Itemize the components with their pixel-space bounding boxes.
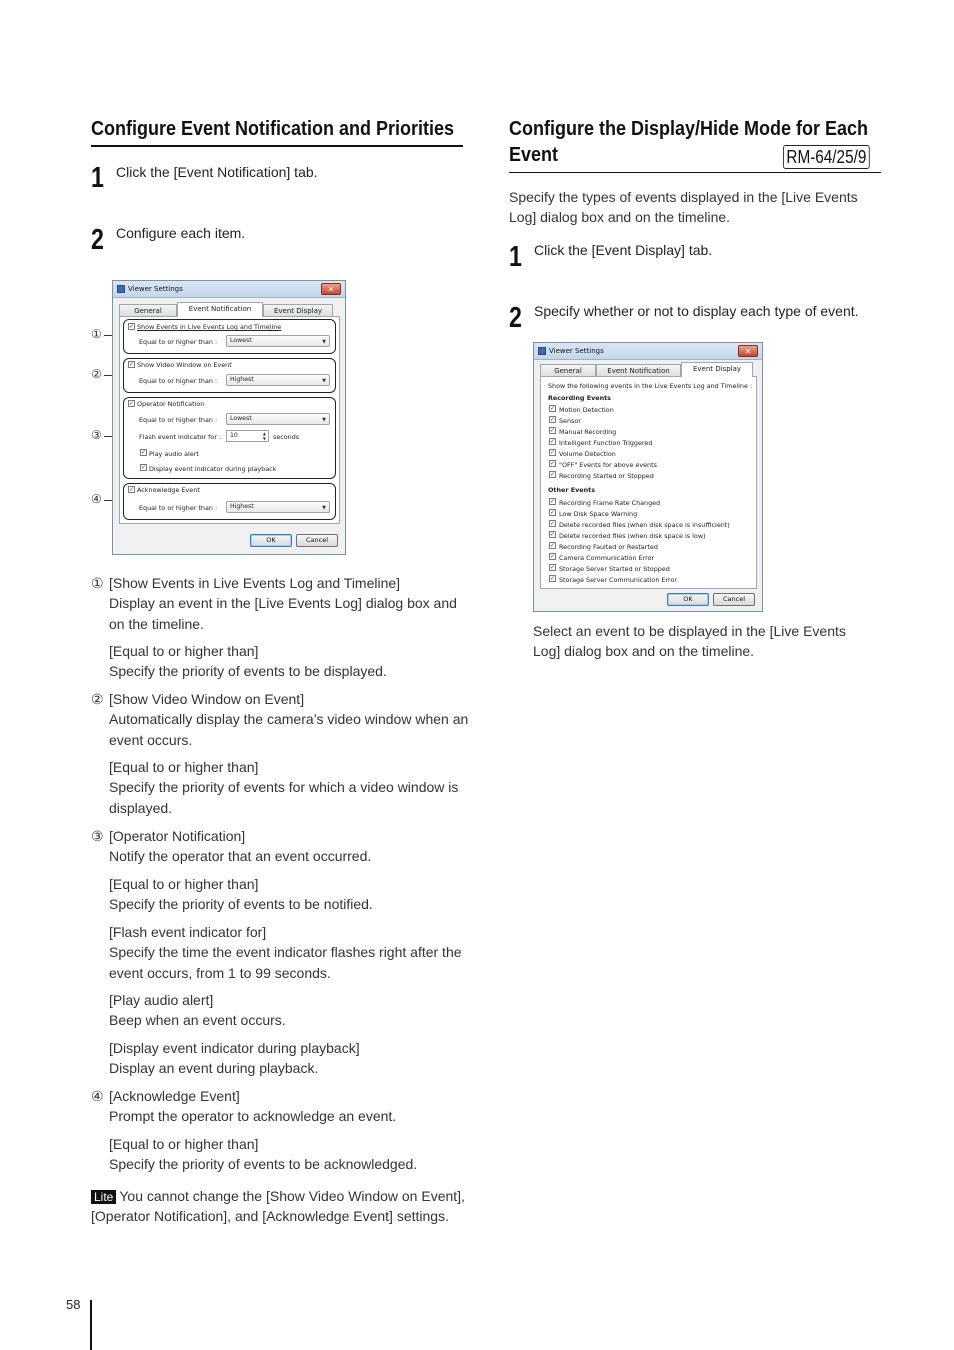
- event-label: Delete recorded files (when disk space is insufficient): [559, 520, 730, 529]
- dialog-titlebar: [113, 281, 345, 298]
- dialog-title: Viewer Settings: [128, 285, 183, 293]
- event-checkbox[interactable]: ✓: [550, 438, 556, 445]
- event-label: Manual Recording: [559, 427, 617, 436]
- model-badge: RM-64/25/9: [783, 145, 870, 169]
- step-text: Specify whether or not to display each type of event.: [534, 303, 859, 319]
- callout-4: ④: [91, 492, 102, 506]
- event-checkbox[interactable]: ✓: [550, 520, 556, 527]
- sub-title: [Equal to or higher than]: [109, 759, 259, 775]
- section-heading-display-hide-line2: Event: [509, 144, 559, 166]
- chevron-down-icon: ▼: [322, 505, 326, 511]
- cancel-button[interactable]: Cancel: [713, 593, 755, 606]
- app-icon: [538, 347, 546, 355]
- sub-item: [109, 757, 469, 818]
- tab-general[interactable]: General: [540, 364, 596, 377]
- step-number: 1: [91, 162, 104, 194]
- play-audio-label: Play audio alert: [149, 450, 199, 458]
- sub-title: [Play audio alert]: [109, 992, 214, 1008]
- sub-title: [Equal to or higher than]: [109, 643, 259, 659]
- event-checkbox[interactable]: ✓: [550, 509, 556, 516]
- sub-item: [109, 641, 469, 682]
- event-label: Storage Server Started or Stopped: [559, 564, 670, 573]
- event-label: Intelligent Function Triggered: [559, 438, 653, 447]
- event-checkbox[interactable]: ✓: [550, 405, 556, 412]
- lite-note: [91, 1186, 466, 1226]
- event-label: Delete recorded files (when disk space is low): [559, 531, 706, 540]
- event-display-intro: Show the following events in the Live Events Log and Timeline :: [548, 382, 753, 390]
- priority-value: Lowest: [230, 415, 252, 422]
- step-text: Configure each item.: [116, 225, 246, 241]
- chevron-down-icon: ▼: [322, 339, 326, 345]
- ok-button[interactable]: OK: [250, 534, 292, 547]
- callout-2: ②: [91, 367, 102, 381]
- event-checkbox[interactable]: ✓: [550, 460, 556, 467]
- sub-desc: Specify the priority of events to be acknowledged.: [109, 1156, 418, 1173]
- checkbox-show-events[interactable]: ✓: [129, 323, 135, 330]
- sub-desc: Display an event during playback.: [109, 1060, 319, 1077]
- sub-title: [Equal to or higher than]: [109, 1136, 259, 1152]
- event-label: Storage Server Communication Error: [559, 575, 678, 584]
- sub-desc: Specify the priority of events to be notified.: [109, 896, 373, 913]
- show-video-window-label: Show Video Window on Event: [137, 361, 232, 369]
- page-number: 58: [66, 1297, 81, 1312]
- item-title: [Acknowledge Event]: [109, 1088, 240, 1104]
- heading-rule: [509, 172, 881, 173]
- list-item: [91, 826, 471, 867]
- sub-item: [109, 874, 469, 915]
- item-desc: Display an event in the [Live Events Log] dialog box and on the timeline.: [109, 595, 457, 632]
- item-desc: Notify the operator that an event occurred.: [109, 848, 372, 865]
- sub-item: [109, 922, 469, 983]
- chevron-down-icon: ▼: [322, 378, 326, 384]
- event-label: Low Disk Space Warning: [559, 509, 638, 518]
- sub-item: [109, 990, 469, 1031]
- viewer-settings-dialog-notification: [112, 280, 346, 555]
- event-checkbox[interactable]: ✓: [550, 449, 556, 456]
- lite-note-text: You cannot change the [Show Video Window on Event], [Operator Notification], and [Acknowledge Event] settings.: [91, 1188, 465, 1224]
- other-events-header: Other Events: [548, 486, 596, 494]
- sub-item: [109, 1134, 469, 1175]
- display-indicator-playback-label: Display event indicator during playback: [149, 465, 277, 473]
- flash-seconds-stepper[interactable]: [226, 430, 269, 442]
- spin-arrows-icon: ▲ ▼: [262, 431, 266, 441]
- app-icon: [117, 285, 125, 293]
- sub-item: [109, 1038, 469, 1079]
- event-checkbox[interactable]: ✓: [550, 427, 556, 434]
- lite-badge: Lite: [91, 1190, 116, 1204]
- event-checkbox[interactable]: ✓: [550, 564, 556, 571]
- step-text: Click the [Event Display] tab.: [534, 242, 713, 258]
- event-label: Recording Frame Rate Changed: [559, 498, 661, 507]
- event-label: Camera Communication Error: [559, 553, 655, 562]
- tab-general[interactable]: General: [119, 304, 177, 317]
- item-title: [Operator Notification]: [109, 828, 246, 844]
- priority-label: Equal to or higher than :: [139, 377, 218, 385]
- sub-desc: Specify the priority of events for which a video window is displayed.: [109, 779, 459, 816]
- step-number: 2: [91, 224, 104, 256]
- sub-title: [Display event indicator during playback]: [109, 1040, 360, 1056]
- event-label: Sensor: [559, 416, 581, 425]
- sub-title: [Equal to or higher than]: [109, 876, 259, 892]
- callout-1: ①: [91, 327, 102, 341]
- operator-notification-label: Operator Notification: [137, 400, 205, 408]
- chevron-down-icon: ▼: [322, 417, 326, 423]
- flash-indicator-label: Flash event indicator for :: [139, 433, 222, 441]
- checkbox-acknowledge-event[interactable]: ✓: [129, 486, 135, 493]
- item-title: [Show Events in Live Events Log and Timeline]: [109, 575, 401, 591]
- cancel-button[interactable]: Cancel: [296, 534, 338, 547]
- sub-desc: Specify the time the event indicator flashes right after the event occurs, from 1 to 99 seconds.: [109, 944, 462, 981]
- close-icon[interactable]: ✕: [738, 345, 758, 357]
- list-item: [91, 1086, 471, 1127]
- dialog-titlebar: [534, 343, 762, 360]
- event-checkbox[interactable]: ✓: [550, 531, 556, 538]
- event-label: Motion Detection: [559, 405, 614, 414]
- event-checkbox[interactable]: ✓: [550, 471, 556, 478]
- checkbox-show-video-window[interactable]: ✓: [129, 361, 135, 368]
- priority-select[interactable]: [226, 413, 330, 425]
- heading-rule: [91, 145, 463, 147]
- flash-seconds-value: 10: [230, 432, 238, 439]
- priority-value: Highest: [230, 376, 254, 383]
- sub-desc: Specify the priority of events to be displayed.: [109, 663, 387, 680]
- dialog-title: Viewer Settings: [549, 347, 604, 355]
- item-desc: Prompt the operator to acknowledge an event.: [109, 1108, 397, 1125]
- event-label: Recording Faulted or Restarted: [559, 542, 658, 551]
- item-marker: ①: [91, 575, 104, 591]
- event-checkbox[interactable]: ✓: [550, 553, 556, 560]
- section-heading-event-notification: Configure Event Notification and Priorities: [91, 118, 455, 140]
- priority-select[interactable]: [226, 335, 330, 347]
- show-events-label: Show Events in Live Events Log and Timeline: [137, 323, 282, 331]
- priority-select[interactable]: [226, 501, 330, 513]
- event-checkbox[interactable]: ✓: [550, 575, 556, 582]
- priority-select[interactable]: [226, 374, 330, 386]
- list-item: [91, 689, 471, 750]
- checkbox-play-audio[interactable]: ✓: [141, 449, 147, 456]
- checkbox-display-indicator-playback[interactable]: ✓: [141, 464, 147, 471]
- item-marker: ③: [91, 828, 104, 844]
- event-label: Recording Started or Stopped: [559, 471, 654, 480]
- priority-label: Equal to or higher than :: [139, 416, 218, 424]
- tab-event-notification[interactable]: Event Notification: [177, 302, 263, 317]
- checkbox-operator-notification[interactable]: ✓: [129, 400, 135, 407]
- viewer-settings-dialog-display: [533, 342, 763, 612]
- event-checkbox[interactable]: ✓: [550, 542, 556, 549]
- section-heading-display-hide: Configure the Display/Hide Mode for Each: [509, 118, 869, 140]
- callout-3: ③: [91, 428, 102, 442]
- priority-value: Lowest: [230, 337, 252, 344]
- event-checkbox[interactable]: ✓: [550, 498, 556, 505]
- step-number: 2: [509, 302, 522, 334]
- step-text: Click the [Event Notification] tab.: [116, 164, 318, 180]
- recording-events-header: Recording Events: [548, 394, 611, 402]
- priority-label: Equal to or higher than :: [139, 504, 218, 512]
- sub-title: [Flash event indicator for]: [109, 924, 267, 940]
- event-label: "OFF" Events for above events: [559, 460, 657, 469]
- event-label: Volume Detection: [559, 449, 616, 458]
- item-title: [Show Video Window on Event]: [109, 691, 305, 707]
- close-icon[interactable]: ✕: [321, 283, 341, 295]
- step-number: 1: [509, 241, 522, 273]
- tab-event-display[interactable]: Event Display: [681, 362, 753, 377]
- acknowledge-event-label: Acknowledge Event: [137, 486, 200, 494]
- seconds-unit: seconds: [273, 433, 300, 441]
- item-desc: Automatically display the camera’s video window when an event occurs.: [109, 711, 469, 748]
- item-marker: ④: [91, 1088, 104, 1104]
- list-item: [91, 573, 471, 634]
- sub-desc: Beep when an event occurs.: [109, 1012, 286, 1029]
- tab-event-notification[interactable]: Event Notification: [596, 364, 681, 377]
- ok-button[interactable]: OK: [667, 593, 709, 606]
- tab-event-display[interactable]: Event Display: [263, 304, 333, 317]
- event-checkbox[interactable]: ✓: [550, 416, 556, 423]
- page-number-bar: [90, 1300, 92, 1350]
- priority-value: Highest: [230, 503, 254, 510]
- item-marker: ②: [91, 691, 104, 707]
- intro-text: Specify the types of events displayed in the [Live Events Log] dialog box and on the timeline.: [509, 189, 858, 225]
- caption-text: Select an event to be displayed in the [Live Events Log] dialog box and on the timeline.: [533, 623, 846, 659]
- priority-label: Equal to or higher than :: [139, 338, 218, 346]
